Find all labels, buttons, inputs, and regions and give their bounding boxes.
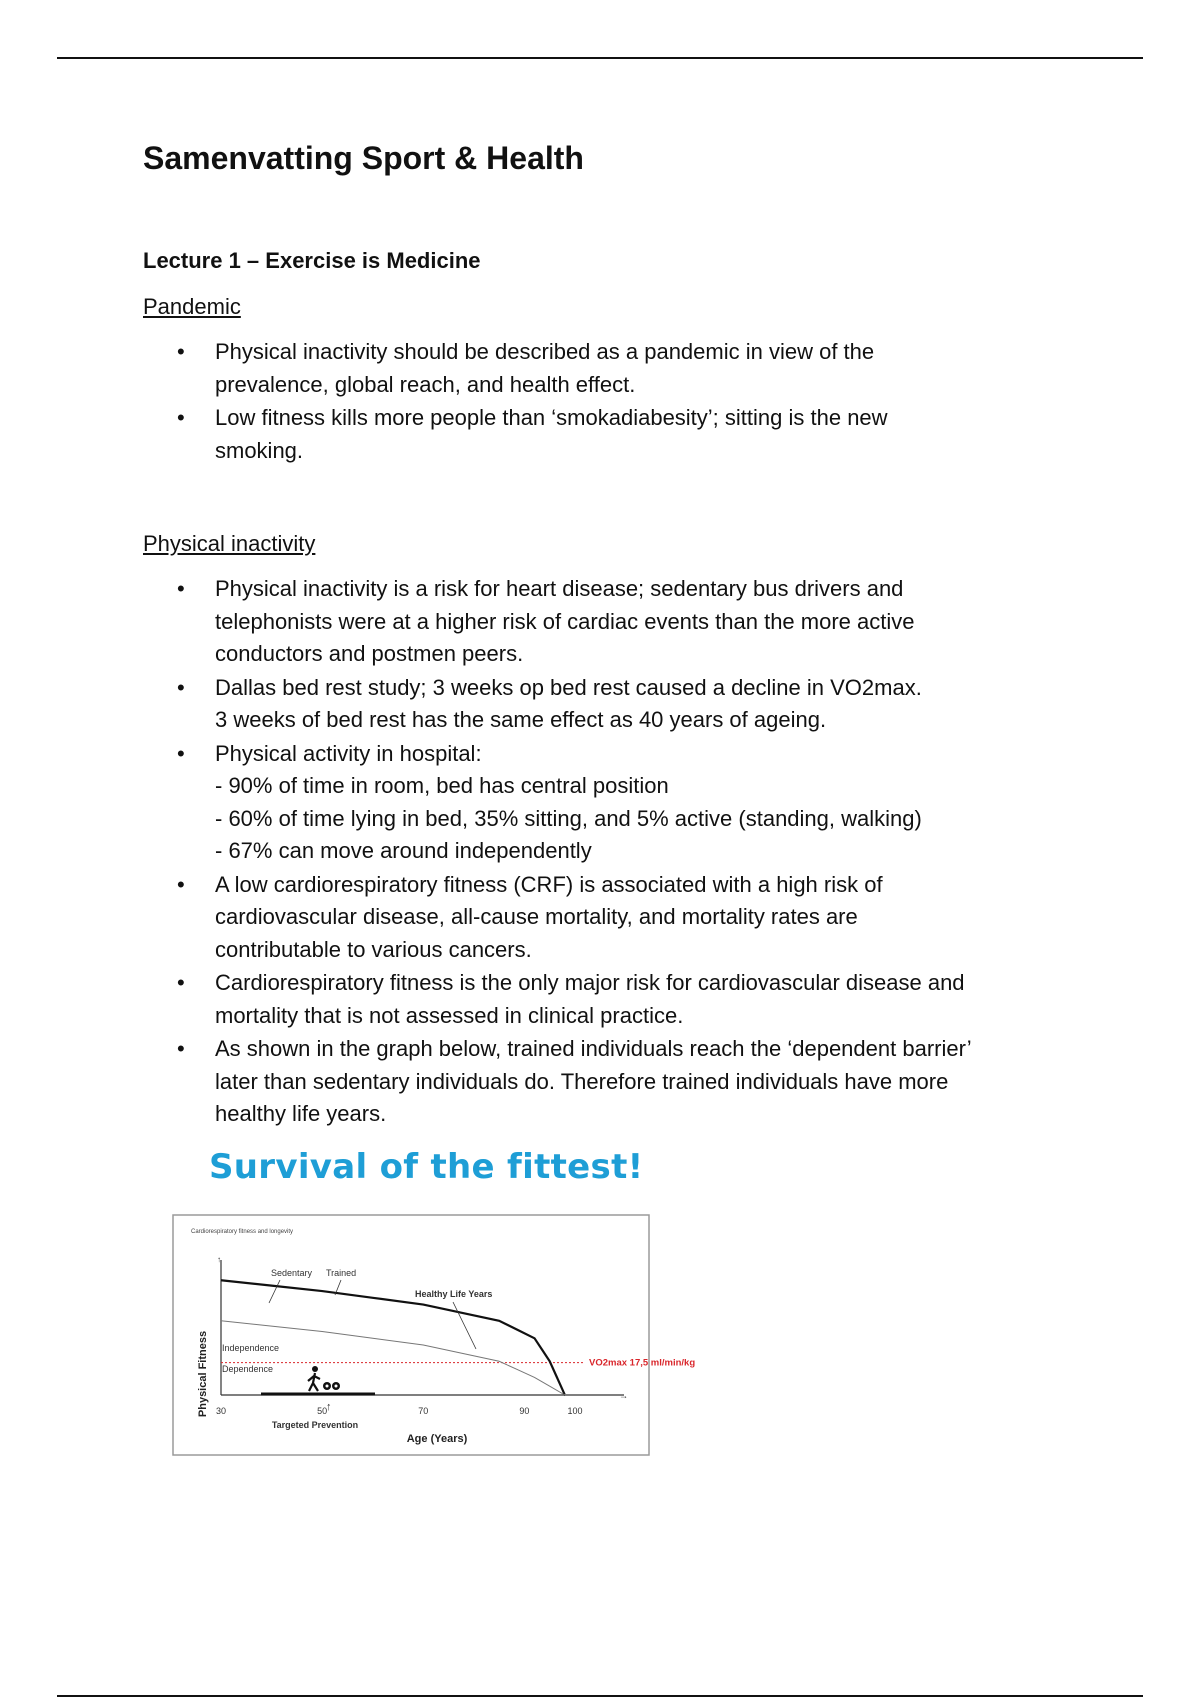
- annotation-independence: Independence: [222, 1342, 280, 1353]
- x-axis-arrow-icon: →: [619, 1390, 628, 1400]
- annotation-dependence: Dependence: [222, 1363, 274, 1374]
- list-item: • Cardiorespiratory fitness is the only major risk for cardiovascular disease and mortality that is not assessed in clinical practice.: [143, 967, 1073, 1032]
- chart-title: Cardiorespiratory fitness and longevity: [191, 1228, 294, 1235]
- survival-figure: [143, 1147, 743, 1469]
- x-tick-label: 100: [567, 1405, 583, 1416]
- bullet-list-physical-inactivity: [143, 573, 1073, 1131]
- annotation-trained: Trained: [326, 1267, 357, 1278]
- list-item: • Physical inactivity is a risk for heart disease; sedentary bus drivers and telephonists were at a higher risk of cardiac events than the more active conductors and postmen peers.: [143, 573, 1073, 671]
- annotation-healthy-life-years: Healthy Life Years: [415, 1288, 493, 1299]
- top-rule: [57, 57, 1143, 59]
- y-axis-arrow-icon: ↑: [217, 1254, 221, 1264]
- x-tick-label: 90: [519, 1405, 530, 1416]
- bullet-icon: •: [177, 405, 185, 430]
- threshold-label: VO2max 17,5 ml/min/kg: [589, 1357, 696, 1369]
- bullet-icon: •: [177, 740, 185, 766]
- fitness-longevity-chart: [143, 1147, 743, 1469]
- bullet-icon: •: [177, 576, 185, 601]
- bottom-rule: [57, 1695, 1143, 1697]
- list-item: • Dallas bed rest study; 3 weeks op bed rest caused a decline in VO2max. 3 weeks of bed rest has the same effect as 40 years of ageing.: [143, 672, 1073, 737]
- bullet-icon: •: [177, 674, 185, 700]
- section-title-physical-inactivity: Physical inactivity: [143, 531, 316, 556]
- y-axis-label: Physical Fitness: [197, 1330, 209, 1417]
- chart-frame: [173, 1215, 649, 1455]
- annotation-targeted-prevention: Targeted Prevention: [271, 1419, 359, 1430]
- list-item: • Physical activity in hospital: - 90% of time in room, bed has central position - 60% of time lying in bed, 35% sitting, and 5% active (standing, walking) - 67% can move around independently: [143, 738, 1073, 868]
- figure-heading: Survival of the fittest!: [209, 1146, 644, 1187]
- lecture-heading: Lecture 1 – Exercise is Medicine: [143, 248, 481, 273]
- document-body: [143, 138, 1073, 1469]
- targeted-prevention-arrow-icon: ↑: [326, 1400, 332, 1413]
- bullet-icon: •: [177, 1036, 185, 1061]
- page-title: Samenvatting Sport & Health: [143, 140, 584, 176]
- section-title-pandemic: Pandemic: [143, 294, 241, 319]
- list-item: • A low cardiorespiratory fitness (CRF) is associated with a high risk of cardiovascular disease, all-cause mortality, and mortality rates are contributable to various cancers.: [143, 869, 1073, 967]
- x-tick-label: 70: [418, 1405, 429, 1416]
- bullet-icon: •: [177, 970, 185, 995]
- x-tick-label: 30: [215, 1405, 227, 1416]
- list-item: • Low fitness kills more people than ‘smokadiabesity’; sitting is the new smoking.: [143, 402, 1073, 467]
- x-tick-label: 50: [317, 1405, 328, 1416]
- annotation-sedentary: Sedentary: [271, 1267, 313, 1278]
- bullet-icon: •: [177, 339, 185, 364]
- list-item: • Physical inactivity should be described as a pandemic in view of the prevalence, global reach, and health effect.: [143, 336, 1073, 401]
- bullet-list-pandemic: [143, 336, 1073, 467]
- x-axis-label: Age (Years): [406, 1432, 468, 1445]
- list-item: • As shown in the graph below, trained individuals reach the ‘dependent barrier’ later than sedentary individuals do. Therefore trained individuals have more healthy life years.: [143, 1033, 1073, 1131]
- bullet-icon: •: [177, 871, 185, 897]
